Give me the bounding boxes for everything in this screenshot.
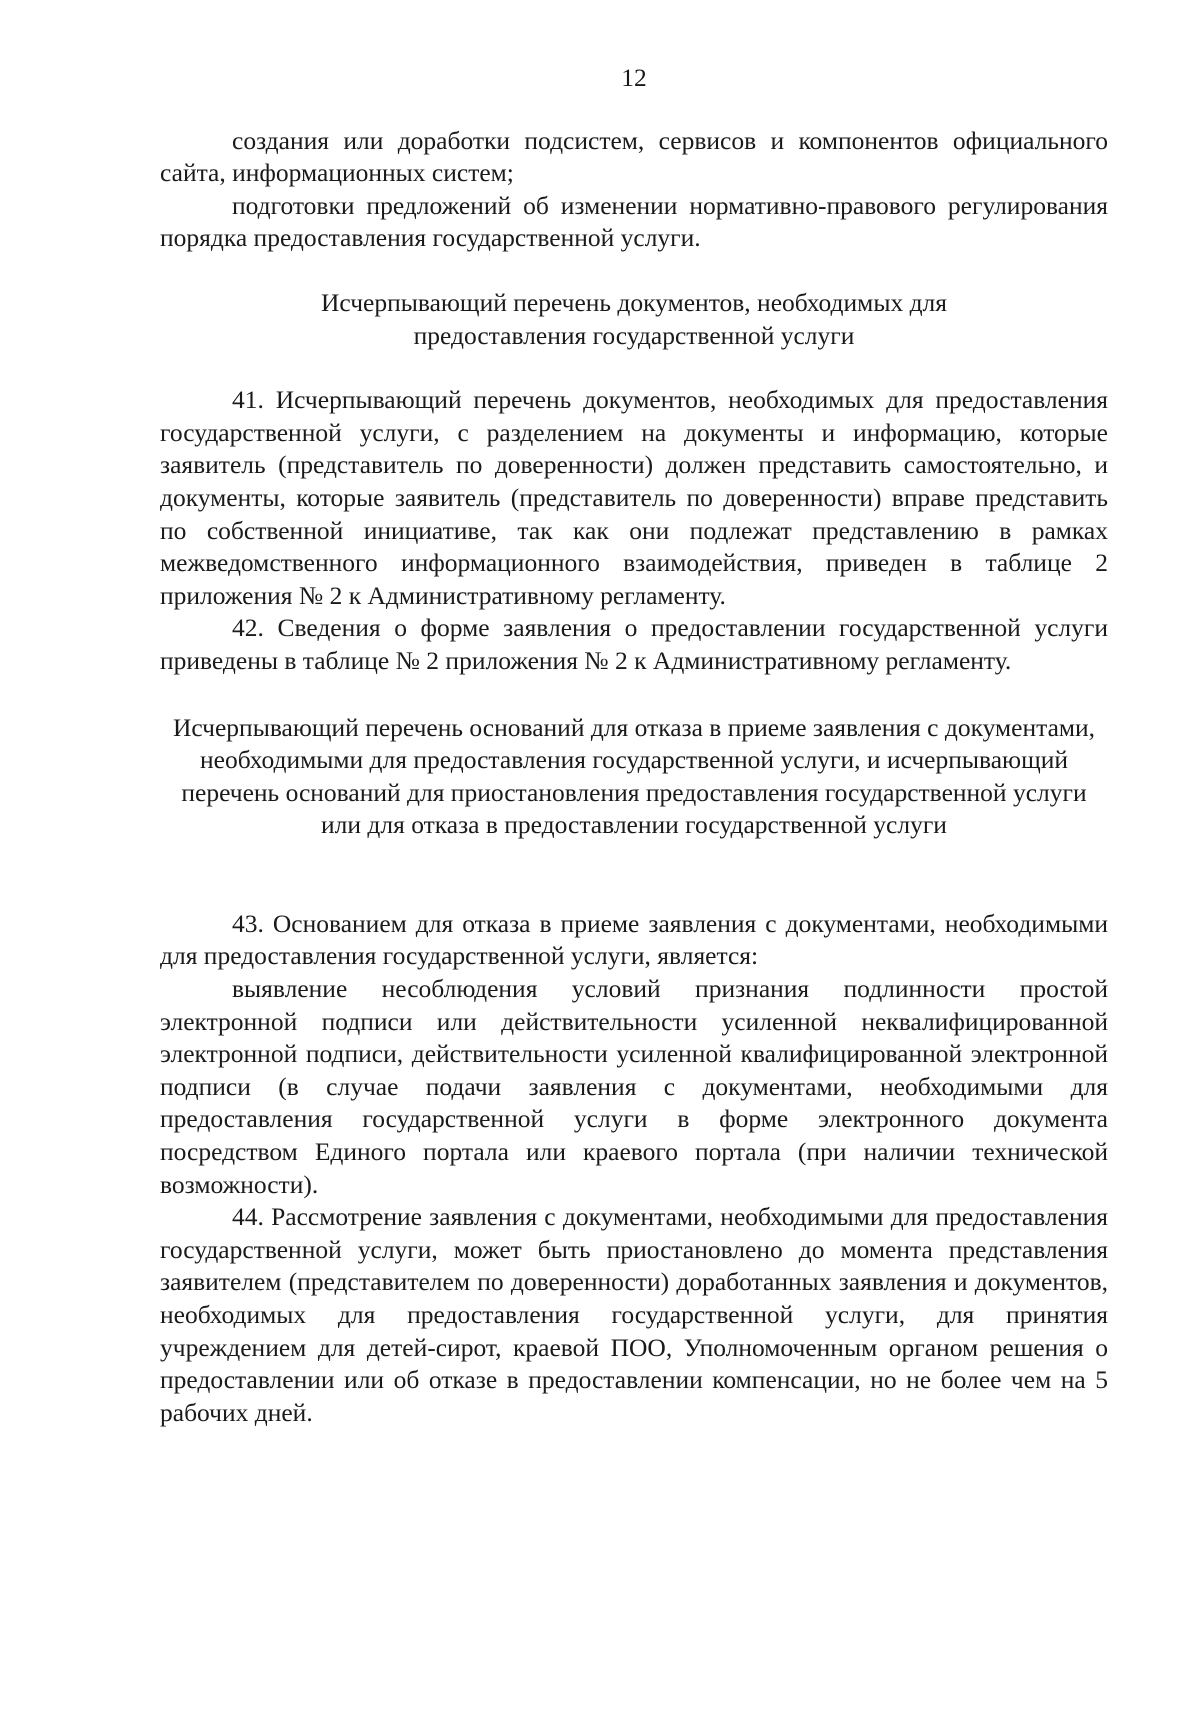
section-heading-refusal-grounds: Исчерпывающий перечень оснований для отказа в приеме заявления с документами, необходимыми для предоставления государственной услуги, и исчерпывающий перечень оснований для приостановления предоставления государственной услуги или для отказа в предоставлении государственной услуги xyxy=(172,712,1096,840)
paragraph-43-item: выявление несоблюдения условий признания подлинности простой электронной подписи или действительности усиленной неквалифицированной электронной подписи, действительности усиленной квалифицированной электронной подписи (в случае подачи заявления с документами, необходимыми для предоставления государственной услуги в форме электронного документа посредством Единого портала или краевого портала (при наличии технической возможности). xyxy=(160,974,1108,1199)
document-page xyxy=(160,62,1108,1429)
page-number: 12 xyxy=(621,63,647,92)
paragraph-42: 42. Сведения о форме заявления о предоставлении государственной услуги приведены в таблице № 2 приложения № 2 к Административному регламенту. xyxy=(160,613,1108,675)
section-heading-documents: Исчерпывающий перечень документов, необходимых для предоставления государственной услуги xyxy=(320,287,948,350)
intro-paragraph-1: создания или доработки подсистем, сервисов и компонентов официального сайта, информационных систем; xyxy=(160,125,1108,188)
intro-paragraph-2: подготовки предложений об изменении нормативно-правового регулирования порядка предоставления государственной услуги. xyxy=(160,190,1108,253)
paragraph-43: 43. Основанием для отказа в приеме заявления с документами, необходимыми для предоставления государственной услуги, является: xyxy=(160,908,1108,971)
paragraph-44: 44. Рассмотрение заявления с документами, необходимыми для предоставления государственной услуги, может быть приостановлено до момента представления заявителем (представителем по доверенности) доработанных заявления и документов, необходимых для предоставления государственной услуги, для принятия учреждением для детей-сирот, краевой ПОО, Уполномоченным органом решения о предоставлении или об отказе в предоставлении компенсации, но не более чем на 5 рабочих дней. xyxy=(160,1202,1108,1427)
paragraph-41: 41. Исчерпывающий перечень документов, необходимых для предоставления государственной услуги, с разделением на документы и информацию, которые заявитель (представитель по доверенности) должен представить самостоятельно, и документы, которые заявитель (представитель по доверенности) вправе представить по собственной инициативе, так как они подлежат представлению в рамках межведомственного информационного взаимодействия, приведен в таблице 2 приложения № 2 к Административному регламенту. xyxy=(160,385,1108,610)
